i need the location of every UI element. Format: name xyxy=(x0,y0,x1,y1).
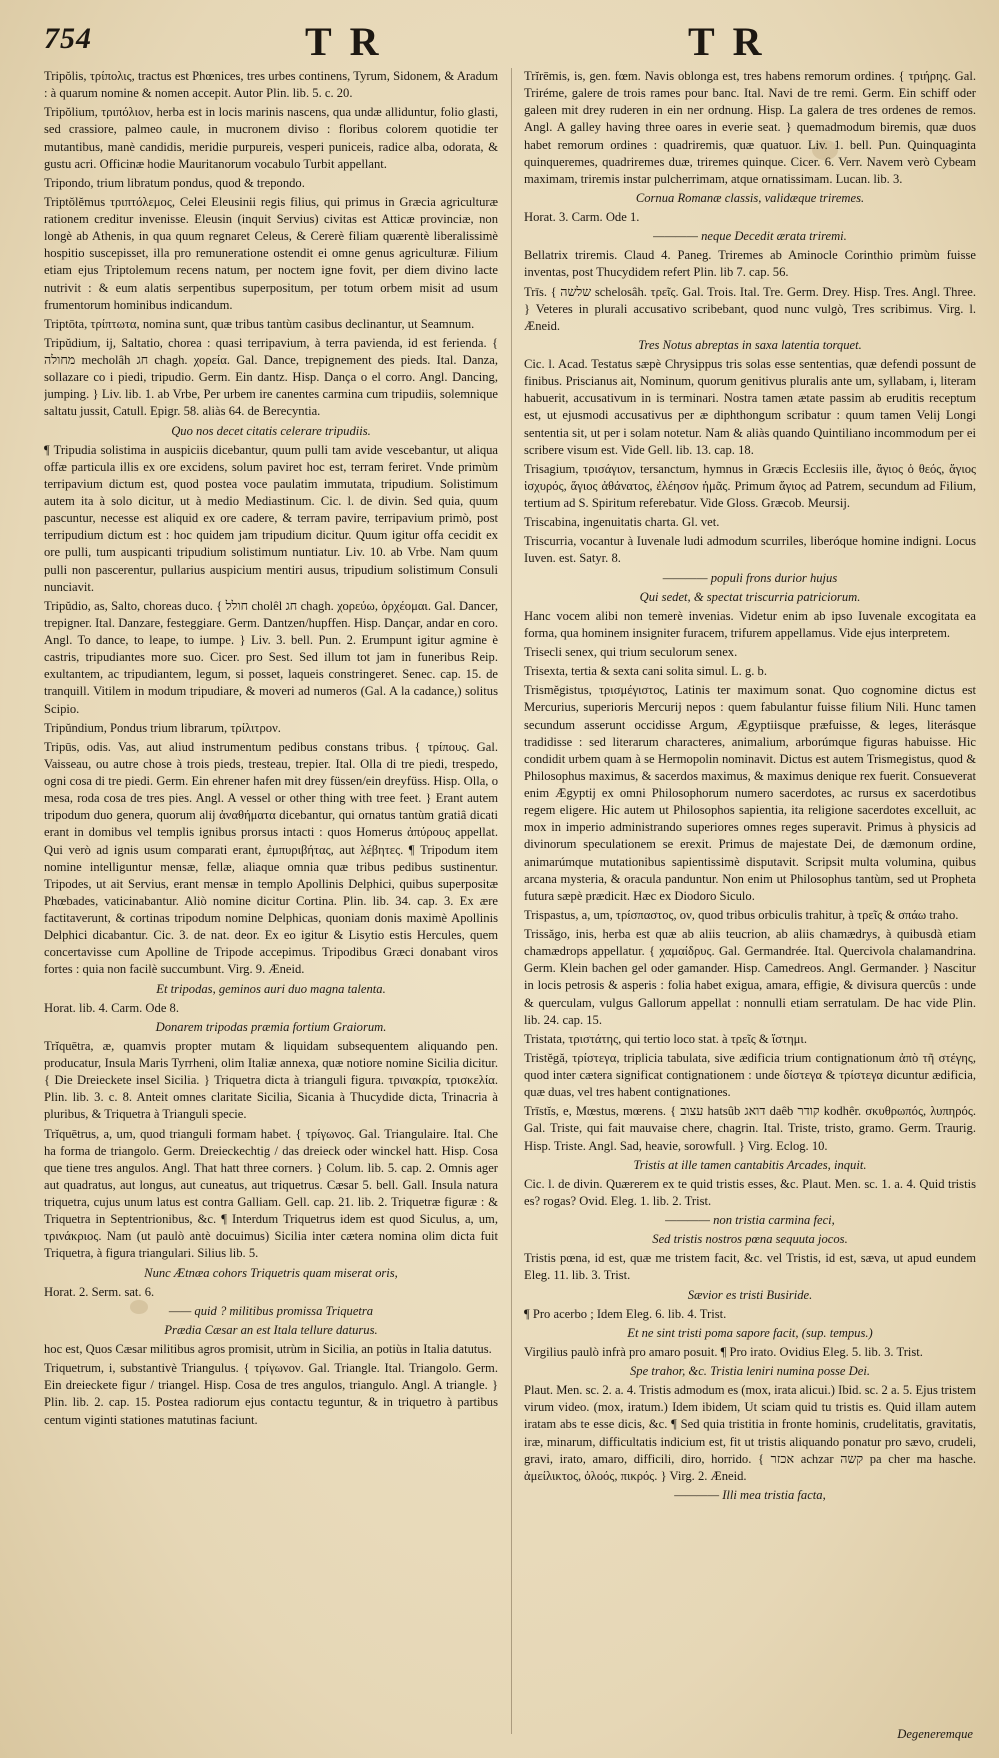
citation-line: Horat. 2. Serm. sat. 6. xyxy=(44,1284,155,1299)
running-head-left: TR xyxy=(305,19,397,64)
verse-quote: Et ne sint tristi poma sapore facit, (sup. tempus.) xyxy=(627,1325,873,1340)
page-number: 754 xyxy=(44,22,92,55)
verse-quote: Sed tristis nostros pœna sequuta jocos. xyxy=(652,1232,848,1247)
entry-tristega: Tristĕgă, τρίστεγα, triplicia tabulata, sive ædificia trium contignationum ἀπὸ τῆ στέγης, quod inter cætera significat contignationem : unde δίστεγα & τρίστεγα dicuntur ædificia, quæ duas, vel tres habent contignationes. xyxy=(524,1050,976,1100)
left-column xyxy=(44,68,498,1742)
verse-quote: Donarem tripodas præmia fortium Graiorum. xyxy=(155,1019,387,1034)
entry-triquetra: Trĭquētra, æ, quamvis propter mutam & liquidam subsequentem aliquando pen. producatur, Insula Maris Tyrrheni, olim Italiæ annexa, quæ notiore nomine Sicilia dicitur. { Die Dreieckete insel Sicilia. } Triquetra dicta à trianguli figura. τρινακρία, τρισκελία. Plin. lib. 3. c. 8. Anteit omnes claritate Sicilia, Sicania à Thucydide dicta, Trinacria à pluribus, & Triquetra à Trianguli specie. xyxy=(44,1038,498,1122)
gloss-line: Hanc vocem alibi non temerè invenias. Videtur enim ab ipso Iuvenale excogitata ea forma, qua hominem insigniter furacem, trifurem appellamus. Vide ejus interpretem. xyxy=(524,608,976,640)
citation-line: Horat. 3. Carm. Ode 1. xyxy=(524,210,640,224)
right-column xyxy=(524,68,976,1742)
verse-quote: Qui sedet, & spectat triscurria patriciorum. xyxy=(639,589,861,604)
entry-triptolemus: Triptŏlĕmus τριπτόλεμος, Celei Eleusinii regis filius, qui primus in Græcia agriculturæ rationem creditur invenisse. Eleusin (inquit Servius) civitas est Atticæ provinciæ, non longè ab Athenis, in qua quum regnaret Celeus, & Cererè filiam quærentè liberalissimè hospitio suscepisset, illa pro remuneratione ostendit ei omne genus agriculturæ. Filium etiam ejus Triptolemum recens natum, per noctem igne fovit, per diem divino lacte nutrivit : & eum alatis serpentibus superpositum, per totum orbem misit ad usum frumentorum hominibus indicandum. xyxy=(44,194,498,312)
verse-quote: Sævior es tristi Busiride. xyxy=(687,1287,813,1302)
citation-line: Horat. lib. 4. Carm. Ode 8. xyxy=(44,1000,180,1015)
entry-tripudium: Tripŭdium, ij, Saltatio, chorea : quasi terripavium, à terra pavienda, id est ferienda. { מחולה mecholâh חג chagh. χορεία. Gal. Dance, trepignement des pieds. Ital. Danza, sollazare co i piedi, tripudio. Germ. Ein dantz. Hisp. Dança o el corro. Angl. Dancing, jumping. } Liv. lib. 1. ab Vrbe, Per urbem ire canentes carmina cum tripudiis, solemnique saltatu jussit, Catull. Epigr. 58. aliàs 64. de Berecyntia. xyxy=(44,335,498,419)
verse-quote: Prædia Cæsar an est Itala tellure daturus. xyxy=(164,1322,378,1337)
entry-trissago: Trissăgo, inis, herba est quæ ab aliis teucrion, ab aliis chamædrys, à quibusdà etiam chamædrops appellatur. { χαμαίδρυς. Gal. Germandrée. Ital. Quercivola chalamandrina. Germ. Klein bachen gel oder gamander. Hisp. Camedreos. Angl. Germander. } Nascitur in locis petrosis & asperis : folia habet exigua, amara, effigie, & divisura quercûs : unde & querculam, vulgus Gallorum appellat : nonnulli etiam serratulam. De hac vide Plin. lib. 24. cap. 15. xyxy=(524,927,976,1027)
verse-quote: ———— neque Decedit ærata triremi. xyxy=(653,229,847,244)
entry-trispastus: Trispastus, a, um, τρίσπαστος, ον, quod tribus orbiculis trahitur, à τρεῖς & σπάω traho. xyxy=(524,907,959,922)
entry-tripudia-solistima: ¶ Tripudia solistima in auspiciis dicebantur, quum pulli tam avide vescebantur, ut aliqua offæ particula illis ex ore excidens, solum paviret hoc est, terram feriret. Vnde primùm terripavium dictum est, quod postea voce paulatim immutata, tripudium. Solistimum autem ita à solo dicitur, ut à medio Mediastinum. Cic. l. de divin. Sed quia, quum pascuntur, necesse est aliquid ex ore cadere, & terram pavire, terripavium primò, post terripudium dictum est : hoc quidem jam tripudium dicitur. Quum igitur offa cecidit ex ore pulli, tum auspicanti tripudium solistimum nuntiatur. Liv. 10. ab Vrbe. Nam quum pulli non pascerentur, pullarius auspicium mentiri ausus, tripudium solistimum Consuli nunciavit. xyxy=(44,442,498,594)
gloss-line: Virgilius paulò infrà pro amaro posuit. ¶ Pro irato. Ovidius Eleg. 5. lib. 3. Trist. xyxy=(524,1344,923,1359)
entry-tripolium: Tripŏlium, τριπόλιον, herba est in locis marinis nascens, qua undæ alliduntur, folio glasti, sed crassiore, palmeo caule, in mucronem diviso : floribus colorem quotidie ter mutantibus, manè candidis, meridie purpureis, vesperi puniceis, radice alba, odorata, & gustu acri. Officinæ hodie Mauritanorum vocabulo Turbit appellant. xyxy=(44,105,498,171)
entry-triquetrus: Trĭquētrus, a, um, quod trianguli formam habet. { τρίγωνος. Gal. Triangulaire. Ital. Che ha forma de triangolo. Germ. Dreieckechtig / das dreieck oder winckel hatt. Hisp. Cosa que tiene tres angulos. Angl. That hatt three corners. } Colum. lib. 5. cap. 2. Omnis ager aut quadratus, aut longus, aut cuneatus, aut triquetrus. Cæsar 5. bell. Gall. Insula natura triquetra, cujus unum latus est contra Galliam. Gell. cap. 21. lib. 2. Triquetræ figuræ : & Triquetra in Septentrionibus, &c. ¶ Interdum Triquetrus idem est quod Siculus, a, um, τρινάκριος. Nam (ut paulò antè docuimus) Sicilia inter cætera nomina olim dicta fuit Triquetra, à figura triangulari. Silius lib. 5. xyxy=(44,1126,498,1261)
entry-tristata: Tristata, τριστάτης, qui tertio loco stat. à τρεῖς & ἵστημι. xyxy=(524,1031,807,1046)
page-header xyxy=(0,8,999,64)
column-divider xyxy=(511,68,512,1734)
entry-tris-acad: Cic. l. Acad. Testatus sæpè Chrysippus tris solas esse sententias, quæ defendi possunt de finibus. Priscianus ait, Nominum, quorum genitivus pluralis ante um, syllabam, i, literam habuerit, accusativum in is terminari. Nostra tamen ætate passim ab eruditis receptum est, ut ejusmodi accusativus per æ diphthongum scribatur : quum tamen Velij Longi sententia sit, ut per i solam notetur. Nam & aliàs quando Quintiliano incommodum per ei scribere visum est. Vide Gell. lib. 13. cap. 18. xyxy=(524,357,976,457)
gloss-line: Tristis pœna, id est, quæ me tristem facit, &c. vel Tristis, id est, sæva, ut apud eundem Eleg. 11. lib. 3. Trist. xyxy=(524,1251,976,1283)
entry-tripundium: Tripŭndium, Pondus trium librarum, τρίλιτρον. xyxy=(44,720,281,735)
gloss-line: Plaut. Men. sc. 2. a. 4. Tristis admodum es (mox, irata alicui.) Ibid. sc. 2 a. 5. Ejus tristem virum video. (mox, iratum.) Idem ibidem, Ut sciam quid tu tristis es. Quid illam autem iratam abs te esse dicis, &c. ¶ Sed quia tristitia in fronte hominis, crudelitatis, gravitatis, iræ, minarum, difficultatis indicium est, fit ut tristis aliquando ponatur pro sævo, crudeli, gravi, irato, amaro, difficili, diro, horrido. { אכזר achzar קשה pa cher ma hasche. ἀμείλικτος, ὀλοός, πικρός. } Virg. 2. Æneid. xyxy=(524,1383,976,1483)
entry-triremis: Trĭrēmis, is, gen. fœm. Navis oblonga est, tres habens remorum ordines. { τριήρης. Gal. Triréme, galere de trois rames pour banc. Ital. Navi de tre remi. Germ. Ein schiff oder galeen mit drey ruderen in ein ner ordnung. Hisp. La galera de tres ordenes de remos. Angl. A galley having three oares in everie seat. } quemadmodum biremis, quæ duos habet remorum ordines : quadriremis, quæ quatuor. Liv. 1. bell. Pun. Quinquaginta quinqueremes, quadriremes duæ, triremes quinque. Cicer. 6. Verr. Navem verò Cybeam maximam, triremis instar pulcherrimam, atque ornatissimam. Lucan. lib. 3. xyxy=(524,69,976,186)
entry-trisagium: Trisagium, τρισάγιον, tersanctum, hymnus in Græcis Ecclesiis ille, ἅγιος ὁ θεός, ἅγιος ἰσχυρός, ἅγιος ἀθάνατος, ἐλέησον ἡμᾶς. Primum ἅγιος ad Patrem, secundum ad Filium, tertium ad S. Spiritum referebatur. Vide Gloss. Græcob. Meursij. xyxy=(524,461,976,510)
verse-quote: Spe trahor, &c. Tristia leniri numina posse Dei. xyxy=(630,1364,870,1378)
entry-trisexta: Trisexta, tertia & sexta cani solita simul. L. g. b. xyxy=(524,664,767,679)
entry-trismegistus: Trismĕgistus, τρισμέγιστος, Latinis ter maximum sonat. Quo cognomine dictus est Mercurius, superioris Mercurij nepos : quem fabulantur fuisse filium Nili. Hunc tamen secundum asserunt occidisse Argum, Ægyptiisque præfuisse, & leges, literásque tradidisse : sed literarum characteres, animalium, arborúmque figuras habuisse. Hic condidit urbem quam à se Hermopolin nominavit. Dictus est autem Trismegistus, quod & Philosophus maximus, & sacerdos maximus, & maximus denique rex fuerit. Consueverat enim Ægyptij ex omni Philosophorum numero sacerdotes, ac rursus ex sacerdotibus regem eligere. Hic autem ut Philosophos sapientia, ita religione sacerdotes excelluit, ac mox in imperio administrando superiores omnes reges superavit. Primus à physicis ad divinorum speculationem se erexit. Primus de majestate Dei, de dæmonum ordine, animarúmque mutationibus sapientissimè disputavit. Scripsit multa volumina, quibus arcana mysteria, & oracula panduntur. Non enim ut Philosophus tantùm, sed ut Propheta futura sæpè prædicit. Hæc ex Diodoro Siculo. xyxy=(524,683,976,903)
verse-quote: Quo nos decet citatis celerare tripudiis. xyxy=(171,423,371,438)
entry-triquetrum: Triquetrum, i, substantivè Triangulus. { τρίγωνον. Gal. Triangle. Ital. Triangolo. Germ. Ein dreieckete figur / triangel. Hisp. Cosa de tres angulos, triangulo. Angl. A triangle. } Plin. lib. 2. cap. 15. Postea radiorum ejus contactu teguntur, & in triquetro à partibus centum viginti stationes matutinas faciunt. xyxy=(44,1361,498,1427)
entry-tris: Trīs. { שלשה schelosâh. τρεῖς. Gal. Trois. Ital. Tre. Germ. Drey. Hisp. Tres. Angl. Three. } Veteres in plurali accusativo scribebant, quod nunc vulgò, Tres scribimus. Virg. l. Æneid. xyxy=(524,284,976,333)
verse-quote: Et tripodas, geminos auri duo magna talenta. xyxy=(156,981,386,996)
entry-bellatrix: Bellatrix triremis. Claud 4. Paneg. Triremes ab Aminocle Corinthio primùm fuisse inventas, post Thucydidem refert Plin. lib 7. cap. 56. xyxy=(524,248,976,280)
entry-tristis: Trīstĭs, e, Mœstus, mœrens. { עצוב hatsûb דואג daêb קודר kodhêr. σκυθρωπός, λυπηρός. Gal. Triste, qui fait mauvaise chere, chagrin. Ital. Triste, tristo, gramo. Germ. Traurig. Hisp. Triste. Angl. Sad, heavie, sorowfull. } Virg. Eclog. 10. xyxy=(524,1104,976,1153)
entry-triscabina: Triscabina, ingenuitatis charta. Gl. vet. xyxy=(524,515,720,530)
gloss-line: hoc est, Quos Cæsar militibus agros promisit, utrùm in Sicilia, an potiùs in Italia datutus. xyxy=(44,1342,492,1356)
entry-tripus: Tripūs, odis. Vas, aut aliud instrumentum pedibus constans tribus. { τρίπους. Gal. Vaisseau, ou autre chose à trois pieds, tresteau, trepier. Ital. Olla di tre piedi, trespedo, ogni cosa di tre piedi. Germ. Ein ehrener hafen mit drey füssen/ein dreyfüss. Hisp. Olla, o mesa, roda cosa de tres pies. Angl. A vessel or other thing with tree feet. } Erant autem tripodum duo genera, quorum alij ἀναθήματα dicebantur, qui ornatus tantùm gratiâ dicati erant in domibus vel templis ignibus prorsus intacti : quos Homerus ἀπύρους appellat. Qui verò ad ignis usum comparati erant, ἐμπυριβήτας, aut λέβητες. ¶ Tripodum item nomine intelliguntur mensæ, fellæ, aliaque omnia quæ tribus pedibus sustinentur. Tripodes, ut ait Servius, erant mensæ in templo Apollinis Delphici, quibus superpositæ Phœbades, vaticinabantur. Aliò nomine dicitur Cortina. Plin. lib. 34. cap. 3. Ex ære factitaverunt, & cortinas tripodum nomine Delphicas, quoniam donis maximè Apollinis Delphici dicabantur. Cic. 3. de nat. deor. Ex eo igitur & Lisytio estis Hercules, quem concertavisse cum Apolline de Tripode accepimus. Tripodibus Græci donabant viros fortes : quia non facilè succumbunt. Virg. 9. Æneid. xyxy=(44,739,498,977)
entry-tripudio: Tripŭdio, as, Salto, choreas duco. { חולל cholêl חג chagh. χορεύω, ὀρχέομαι. Gal. Dancer, trepigner. Ital. Danzare, festeggiare. Germ. Dantzen/hupffen. Hisp. Dançar, andar en coro. Angl. To dance, to leape, to iumpe. } Liv. 3. bell. Pun. 2. Erumpunt igitur agmine è castris, tripudiantes more suo. Cicer. pro Sest. Sed illum tot jam in funeribus Reip. exultantem, ac tripudiantem, legum, si posset, laqueis constringeret. Senec. cap. 15. de tranquill. Vitilem in modum tripudiare, & moveri ad numeros (Gal. A la cadance,) solitus Scipio. xyxy=(44,598,498,716)
catchword: Degeneremque xyxy=(897,1727,973,1741)
verse-quote: Tristis at ille tamen cantabitis Arcades, inquit. xyxy=(633,1157,867,1172)
entry-tripolis: Tripŏlis, τρίπολις, tractus est Phœnices, tres urbes continens, Tyrum, Sidonem, & Aradum : à quarum nomine & nomen accepit. Autor Plin. lib. 5. c. 20. xyxy=(44,69,498,101)
entry-trisecli: Trisecli senex, qui trium seculorum senex. xyxy=(524,645,738,659)
citation-line: Cic. l. de divin. Quærerem ex te quid tristis esses, &c. Plaut. Men. sc. 1. a. 4. Quid tristis es? rogas? Ovid. Eleg. 1. lib. 2. Trist. xyxy=(524,1176,976,1208)
gloss-line: ¶ Pro acerbo ; Idem Eleg. 6. lib. 4. Trist. xyxy=(524,1306,727,1321)
entry-triscurria: Triscurria, vocantur à Iuvenale ludi admodum scurriles, liberóque homine indigni. Locus Iuven. est. Satyr. 8. xyxy=(524,534,976,566)
verse-quote: ———— populi frons durior hujus xyxy=(662,570,838,585)
verse-quote: Nunc Ætnæa cohors Triquetris quam miserat oris, xyxy=(144,1265,398,1280)
entry-triptota: Triptōta, τρίπτωτα, nomina sunt, quæ tribus tantùm casibus declinantur, ut Seamnum. xyxy=(44,316,475,331)
verse-quote: —— quid ? militibus promissa Triquetra xyxy=(168,1303,374,1318)
verse-quote: Tres Notus abreptas in saxa latentia torquet. xyxy=(638,337,862,352)
entry-tripondo: Tripondo, trium libratum pondus, quod & trepondo. xyxy=(44,175,305,190)
verse-quote: ———— non tristia carmina feci, xyxy=(665,1213,835,1227)
running-head-right: TR xyxy=(688,19,780,64)
verse-quote: ———— Illi mea tristia facta, xyxy=(674,1487,826,1502)
verse-quote: Cornua Romanæ classis, validæque triremes. xyxy=(635,190,865,205)
